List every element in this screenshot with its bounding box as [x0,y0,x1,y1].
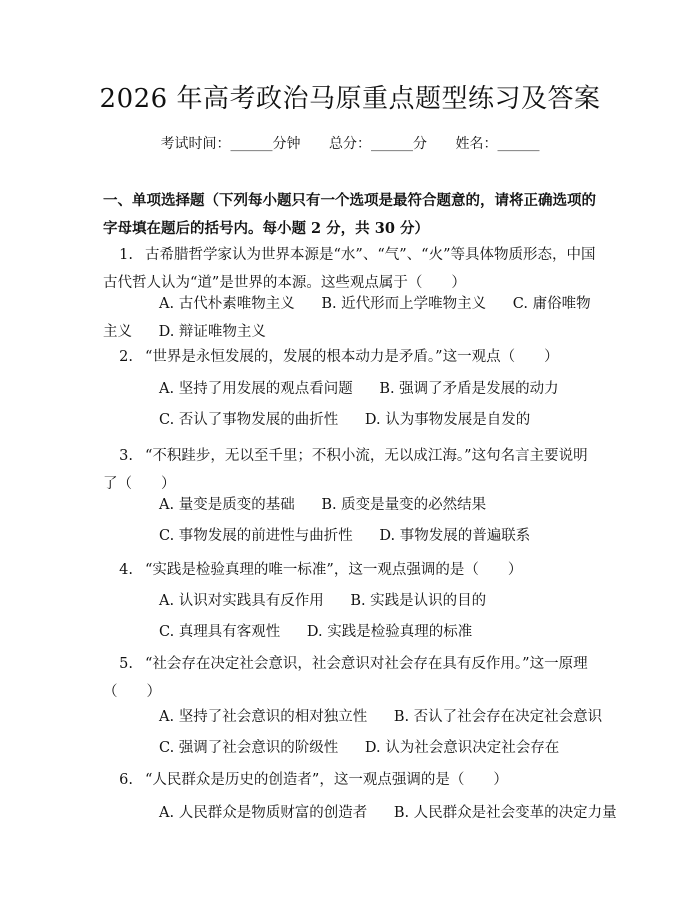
question-stem: “世界是永恒发展的，发展的根本动力是矛盾。”这一观点（ ） [145,349,559,365]
question-number: 1. [119,247,133,263]
question-5-options-row-1 [159,703,603,731]
question-stem: “不积跬步，无以至千里；不积小流，无以成江海。”这句名言主要说明了（ ） [103,448,588,492]
question-4 [103,556,600,584]
exam-name: 姓名：______ [455,136,540,152]
option-b: B. 实践是认识的目的 [350,593,487,609]
question-3-options-row-2 [159,522,600,550]
question-stem: 古希腊哲学家认为世界本源是“水”、“气”、“火”等具体物质形态，中国古代哲人认为“道”是世界的本源。这些观点属于（ ） [103,247,596,291]
question-stem: “人民群众是历史的创造者”，这一观点强调的是（ ） [145,772,508,788]
question-number: 3. [119,448,133,464]
option-a: A. 坚持了用发展的观点看问题 [159,381,353,397]
question-3 [103,442,600,498]
option-c: C. 事物发展的前进性与曲折性 [159,528,353,544]
question-2-options-row-1 [159,375,600,403]
option-a: A. 人民群众是物质财富的创造者 [159,805,368,821]
option-c: C. 庸俗唯物主义 [103,296,591,340]
exam-score: 总分：______分 [329,136,427,152]
option-d: D. 事物发展的普遍联系 [379,528,531,544]
question-6-options-row-1 [159,799,617,827]
page-title: 2026 年高考政治马原重点题型练习及答案 [99,84,601,114]
option-d: D. 认为事物发展是自发的 [364,412,531,428]
exam-meta [0,133,700,153]
option-c: C. 强调了社会意识的阶级性 [159,740,339,756]
option-a: A. 认识对实践具有反作用 [159,593,324,609]
question-6 [103,766,600,794]
option-c: C. 真理具有客观性 [159,624,281,640]
exam-time: 考试时间：______分钟 [160,136,301,152]
section-heading: 一、单项选择题（下列每小题只有一个选项是最符合题意的，请将正确选项的字母填在题后的括号内。每小题 2 分，共 30 分） [103,192,596,237]
question-number: 4. [119,562,133,578]
question-number: 6. [119,772,133,788]
option-b: B. 质变是量变的必然结果 [321,497,487,513]
question-number: 5. [119,656,133,672]
option-d: D. 辩证唯物主义 [158,324,266,340]
option-b: B. 否认了社会存在决定社会意识 [393,709,603,725]
option-b: B. 人民群众是社会变革的决定力量 [393,805,617,821]
option-b: B. 近代形而上学唯物主义 [321,296,487,312]
question-5-options-row-2 [159,734,600,762]
question-1-options [103,290,600,346]
option-a: A. 坚持了社会意识的相对独立性 [159,709,368,725]
option-d: D. 实践是检验真理的标准 [306,624,473,640]
question-2-options-row-2 [159,406,600,434]
option-a: A. 古代朴素唯物主义 [159,296,295,312]
question-number: 2. [119,349,133,365]
question-4-options-row-2 [159,618,600,646]
question-4-options-row-1 [159,587,600,615]
question-1 [103,241,600,297]
question-stem: “实践是检验真理的唯一标准”，这一观点强调的是（ ） [145,562,523,578]
question-5 [103,650,600,706]
option-d: D. 认为社会意识决定社会存在 [364,740,560,756]
option-b: B. 强调了矛盾是发展的动力 [379,381,559,397]
question-stem: “社会存在决定社会意识，社会意识对社会存在具有反作用。”这一原理（ ） [103,656,588,700]
question-3-options-row-1 [159,491,600,519]
question-2 [103,343,600,371]
option-c: C. 否认了事物发展的曲折性 [159,412,339,428]
option-a: A. 量变是质变的基础 [159,497,295,513]
